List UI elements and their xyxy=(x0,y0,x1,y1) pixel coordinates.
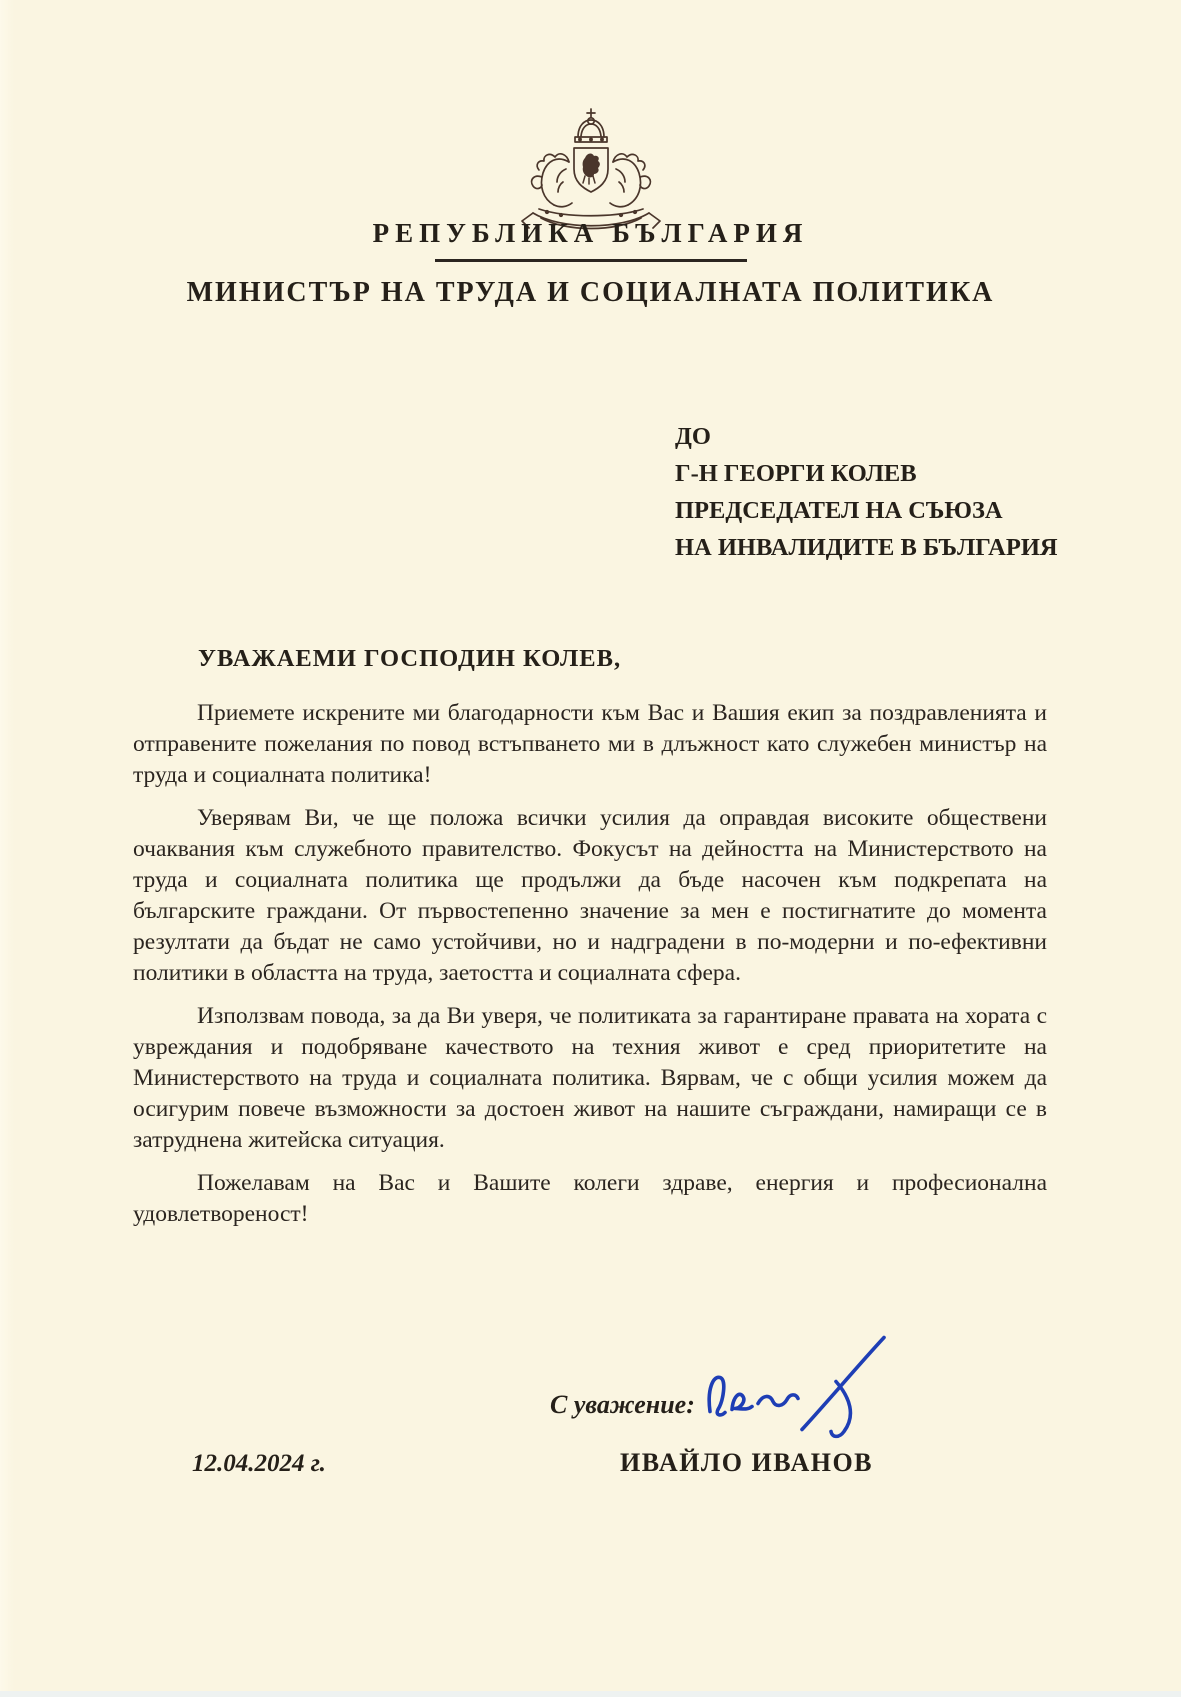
handwritten-signature-icon xyxy=(698,1330,898,1448)
letter-body xyxy=(133,698,1047,1242)
recipient-line-org: НА ИНВАЛИДИТЕ В БЪЛГАРИЯ xyxy=(675,534,1058,561)
recipient-line-title: ПРЕДСЕДАТЕЛ НА СЪЮЗА xyxy=(675,497,1003,524)
letter-date: 12.04.2024 г. xyxy=(192,1450,326,1477)
body-paragraph: Приемете искрените ми благодарности към Вас и Вашия екип за поздравленията и отправените пожелания по повод встъпването ми в длъжност като служебен министър на труда и социалната политика! xyxy=(133,700,1047,788)
valediction: С уважение: xyxy=(550,1390,695,1419)
scan-edge-left xyxy=(0,0,14,1697)
title-underline xyxy=(435,259,747,262)
signer-name: ИВАЙЛО ИВАНОВ xyxy=(620,1448,874,1477)
recipient-line-to: ДО xyxy=(675,423,711,450)
scan-edge-bottom xyxy=(0,1691,1181,1697)
recipient-line-name: Г-Н ГЕОРГИ КОЛЕВ xyxy=(675,460,917,487)
salutation: УВАЖАЕМИ ГОСПОДИН КОЛЕВ, xyxy=(198,645,622,672)
body-paragraph: Уверявам Ви, че ще положа всички усилия да оправдая високите обществени очаквания към служебното правителство. Фокусът на дейността на Министерството на труда и социалната политика ще продължи да бъде насочен към подкрепата на българските граждани. От първостепенно значение за мен е постигнатите до момента резултати да бъдат не само устойчиви, но и надградени в по-модерни и по-ефективни политики в областта на труда, заетостта и социалната сфера. xyxy=(133,805,1047,986)
ministry-title: МИНИСТЪР НА ТРУДА И СОЦИАЛНАТА ПОЛИТИКА xyxy=(186,277,995,308)
republic-title: РЕПУБЛИКА БЪЛГАРИЯ xyxy=(372,218,809,248)
body-paragraph: Пожелавам на Вас и Вашите колеги здраве, енергия и професионална удовлетвореност! xyxy=(133,1170,1047,1227)
body-paragraph: Използвам повода, за да Ви уверя, че политиката за гарантиране правата на хората с увреждания и подобряване качеството на техния живот е сред приоритетите на Министерството на труда и социалната политика. Вярвам, че с общи усилия можем да осигурим повече възможности за достоен живот на нашите съграждани, намиращи се в затруднена житейска ситуация. xyxy=(133,1003,1047,1153)
recipient-block xyxy=(675,418,1058,566)
